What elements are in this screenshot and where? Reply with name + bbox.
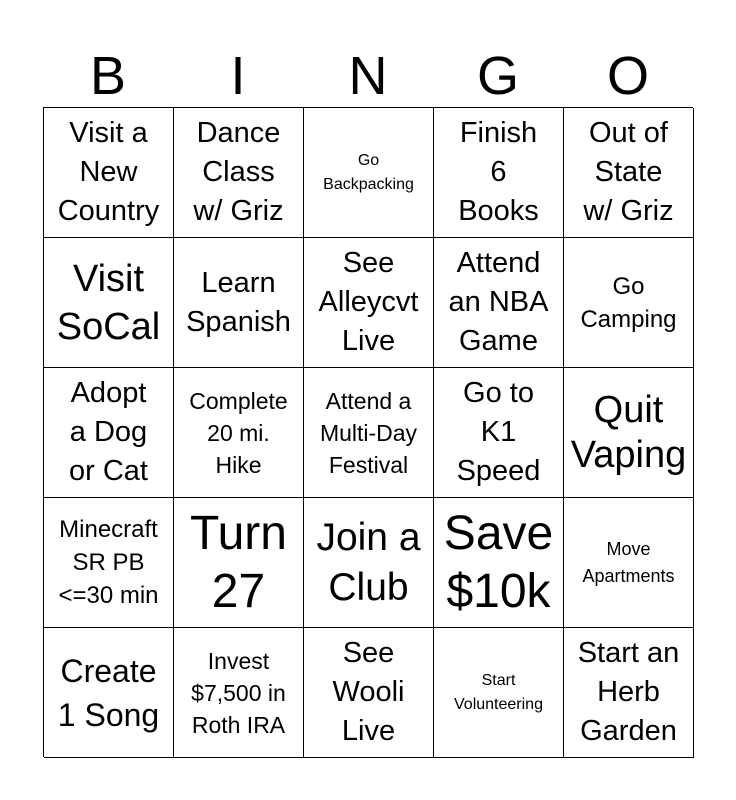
bingo-board xyxy=(43,107,693,757)
bingo-cell[interactable] xyxy=(434,108,564,238)
cell-text: Quit Vaping xyxy=(570,388,687,476)
cell-text: Finish 6 Books xyxy=(458,117,539,227)
header-letter-n: N xyxy=(348,46,388,106)
bingo-cell[interactable] xyxy=(564,628,694,758)
cell-text: Visit a New Country xyxy=(57,117,160,227)
bingo-cell[interactable] xyxy=(434,238,564,368)
bingo-cell[interactable] xyxy=(44,238,174,368)
bingo-cell[interactable] xyxy=(304,628,434,758)
bingo-cell[interactable] xyxy=(44,628,174,758)
bingo-cell[interactable] xyxy=(304,498,434,628)
bingo-cell[interactable] xyxy=(564,498,694,628)
bingo-cell[interactable] xyxy=(174,368,304,498)
bingo-cell[interactable] xyxy=(564,238,694,368)
cell-text: Complete 20 mi. Hike xyxy=(189,387,288,478)
cell-text: Join a Club xyxy=(316,515,421,609)
cell-text: Go Backpacking xyxy=(323,151,414,193)
cell-text: Out of State w/ Griz xyxy=(583,117,674,227)
cell-text: Attend a Multi-Day Festival xyxy=(319,387,418,478)
bingo-cell[interactable] xyxy=(434,498,564,628)
bingo-cell[interactable] xyxy=(44,498,174,628)
cell-text: Adopt a Dog or Cat xyxy=(69,377,148,487)
bingo-cell[interactable] xyxy=(174,108,304,238)
cell-text: Visit SoCal xyxy=(56,257,161,348)
cell-text: Turn 27 xyxy=(190,506,287,618)
cell-text: See Wooli Live xyxy=(332,637,405,747)
bingo-cell[interactable] xyxy=(304,238,434,368)
bingo-cell[interactable] xyxy=(564,108,694,238)
bingo-cell[interactable] xyxy=(564,368,694,498)
bingo-cell[interactable] xyxy=(174,498,304,628)
header-letter-b: B xyxy=(89,46,127,106)
bingo-cell[interactable] xyxy=(44,108,174,238)
cell-text: Go Camping xyxy=(580,272,677,333)
bingo-cell[interactable] xyxy=(304,368,434,498)
bingo-cell[interactable] xyxy=(434,368,564,498)
bingo-cell[interactable] xyxy=(434,628,564,758)
header-letter-o: O xyxy=(606,46,649,106)
cell-text: Minecraft SR PB <=30 min xyxy=(58,516,159,609)
bingo-cell[interactable] xyxy=(44,368,174,498)
cell-text: Attend an NBA Game xyxy=(448,247,549,357)
cell-text: Learn Spanish xyxy=(186,266,291,338)
header-letter-g: G xyxy=(476,46,519,106)
cell-text: Start an Herb Garden xyxy=(577,637,680,747)
cell-text: Start Volunteering xyxy=(454,671,543,713)
cell-text: Create 1 Song xyxy=(57,652,160,733)
bingo-cell[interactable] xyxy=(304,108,434,238)
bingo-cell[interactable] xyxy=(174,238,304,368)
cell-text: Dance Class w/ Griz xyxy=(193,117,284,227)
cell-text: See Alleycvt Live xyxy=(318,247,419,357)
cell-text: Go to K1 Speed xyxy=(456,377,541,487)
cell-text: Invest $7,500 in Roth IRA xyxy=(191,647,286,738)
cell-text: Move Apartments xyxy=(582,538,675,586)
cell-text: Save $10k xyxy=(443,506,554,618)
bingo-cell[interactable] xyxy=(174,628,304,758)
header-letter-i: I xyxy=(230,46,246,106)
bingo-header xyxy=(43,45,693,107)
